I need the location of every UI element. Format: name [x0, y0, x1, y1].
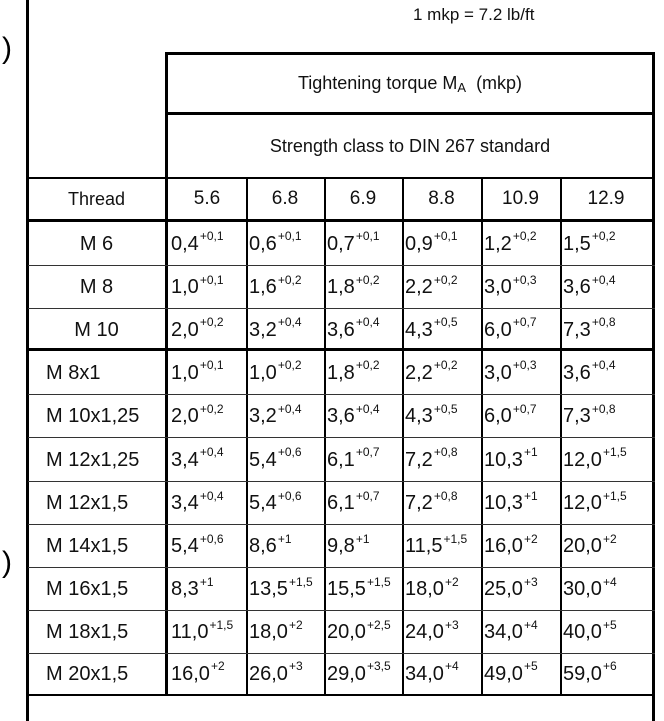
- torque-value-cell: [481, 266, 560, 309]
- torque-value: 5,4: [171, 535, 199, 557]
- torque-value: 3,4: [171, 448, 199, 471]
- torque-tolerance: +0,4: [591, 358, 616, 372]
- torque-value-cell: [402, 482, 481, 525]
- torque-value-cell: [560, 654, 652, 694]
- torque-value: 20,0: [327, 621, 366, 643]
- torque-value-cell: [402, 611, 481, 654]
- thread-size-cell: M 8x1: [46, 361, 101, 384]
- torque-tolerance: +0,4: [355, 401, 380, 416]
- torque-value: 9,8: [327, 535, 355, 557]
- torque-value: 3,6: [563, 361, 591, 384]
- torque-value-cell: [168, 611, 246, 654]
- torque-tolerance: +0,2: [433, 358, 458, 372]
- torque-value: 15,5: [327, 578, 366, 600]
- strength-grade-header: 12.9: [587, 188, 625, 209]
- torque-header-unit: (mkp): [476, 73, 523, 93]
- torque-value-cell: [481, 351, 560, 395]
- torque-value: 3,6: [327, 405, 355, 427]
- torque-tolerance: +0,1: [355, 229, 380, 243]
- torque-value: 11,0: [171, 621, 209, 643]
- torque-tolerance: +1,5: [602, 445, 627, 459]
- torque-tolerance: +0,8: [433, 445, 458, 459]
- strength-grade-header: 8.8: [428, 188, 455, 209]
- torque-value: 25,0: [484, 578, 523, 600]
- torque-value: 1,5: [563, 232, 591, 255]
- thread-size-cell: M 8: [79, 276, 114, 298]
- torque-tolerance: +0,1: [277, 229, 302, 243]
- torque-value: 34,0: [484, 621, 523, 643]
- torque-tolerance: +0,6: [277, 445, 302, 459]
- torque-value: 20,0: [563, 535, 602, 557]
- thread-column-header: Thread: [67, 188, 126, 209]
- torque-value-cell: [402, 309, 481, 351]
- torque-value-cell: [168, 351, 246, 395]
- torque-tolerance: +0,1: [433, 229, 458, 243]
- torque-value-cell: [168, 309, 246, 351]
- thread-size-cell: M 12x1,25: [46, 448, 140, 471]
- torque-value-cell: [402, 395, 481, 438]
- torque-tolerance: +0,3: [512, 272, 537, 287]
- torque-tolerance: +0,2: [355, 358, 380, 372]
- torque-value-cell: [246, 525, 324, 568]
- torque-value: 1,8: [327, 276, 355, 298]
- torque-header-subscript: A: [457, 80, 467, 95]
- torque-value-cell: [560, 266, 652, 309]
- torque-value: 34,0: [405, 662, 444, 685]
- torque-value: 59,0: [563, 662, 602, 685]
- torque-header-label: Tightening torque M: [297, 73, 458, 93]
- torque-value: 4,3: [405, 318, 433, 341]
- torque-tolerance: +2: [523, 531, 538, 546]
- torque-value-cell: [168, 438, 246, 482]
- torque-value: 2,2: [405, 276, 433, 298]
- margin-bracket-mark: ): [2, 32, 12, 65]
- torque-value-cell: [560, 525, 652, 568]
- torque-value-cell: [560, 395, 652, 438]
- torque-value-cell: [481, 525, 560, 568]
- strength-class-header: Strength class to DIN 267 standard: [269, 135, 551, 156]
- torque-value-cell: [560, 438, 652, 482]
- thread-size-cell: M 10x1,25: [46, 405, 140, 427]
- torque-tolerance: +1: [523, 488, 538, 503]
- torque-tolerance: +0,1: [199, 358, 224, 372]
- torque-tolerance: +0,6: [277, 488, 302, 503]
- margin-bracket-mark: ): [2, 546, 12, 579]
- torque-tolerance: +0,2: [277, 358, 302, 372]
- torque-tolerance: +0,2: [199, 315, 224, 329]
- thread-size-cell: M 14x1,5: [46, 535, 129, 557]
- torque-value: 4,3: [405, 405, 433, 427]
- torque-value: 8,6: [249, 535, 277, 557]
- thread-size-cell: M 18x1,5: [46, 621, 129, 643]
- torque-value-cell: [402, 351, 481, 395]
- torque-value-cell: [324, 438, 402, 482]
- torque-value-cell: [324, 568, 402, 611]
- torque-value: 10,3: [484, 448, 523, 471]
- strength-grade-header: 10.9: [502, 188, 539, 209]
- torque-value: 0,9: [405, 232, 433, 255]
- torque-tolerance: +0,2: [512, 229, 537, 243]
- torque-tolerance: +1,5: [288, 574, 313, 589]
- thread-size-cell: M 10: [74, 318, 119, 341]
- torque-tolerance: +0,4: [355, 315, 380, 329]
- torque-tolerance: +6: [602, 659, 617, 673]
- torque-value: 5,4: [249, 492, 277, 514]
- torque-tolerance: +0,2: [591, 229, 616, 243]
- torque-value-cell: [324, 482, 402, 525]
- torque-value-cell: [324, 611, 402, 654]
- torque-value: 10,3: [484, 492, 523, 514]
- torque-value: 8,3: [171, 578, 199, 600]
- torque-value-cell: [324, 654, 402, 694]
- torque-value: 0,7: [327, 232, 355, 255]
- torque-value: 49,0: [484, 662, 523, 685]
- thread-size-cell: M 20x1,5: [46, 662, 129, 685]
- torque-value-cell: [246, 611, 324, 654]
- strength-grade-header: 6.9: [349, 188, 377, 209]
- torque-tolerance: +1: [355, 531, 370, 546]
- torque-tolerance: +0,1: [199, 272, 224, 287]
- thread-size-cell: M 12x1,5: [46, 492, 129, 514]
- torque-value: 3,6: [563, 276, 591, 298]
- strength-grade-header: 5.6: [193, 188, 221, 209]
- torque-value-cell: [560, 611, 652, 654]
- torque-value: 0,4: [171, 232, 199, 255]
- torque-value: 7,3: [563, 318, 591, 341]
- torque-value-cell: [402, 438, 481, 482]
- torque-value-cell: [324, 266, 402, 309]
- torque-value: 12,0: [563, 448, 602, 471]
- torque-tolerance: +0,8: [591, 401, 616, 416]
- thread-size-cell: M 6: [79, 232, 114, 255]
- torque-value: 24,0: [405, 621, 444, 643]
- torque-value-cell: [560, 351, 652, 395]
- torque-value-cell: [246, 266, 324, 309]
- torque-tolerance: +3: [288, 659, 303, 673]
- outer-right-border: [652, 52, 655, 721]
- torque-tolerance: +0,7: [355, 488, 380, 503]
- torque-tolerance: +0,5: [433, 315, 458, 329]
- torque-value: 2,0: [171, 405, 199, 427]
- torque-tolerance: +2: [444, 574, 459, 589]
- torque-value-cell: [560, 568, 652, 611]
- torque-value: 2,2: [405, 361, 433, 384]
- torque-tolerance: +0,7: [512, 315, 537, 329]
- torque-value: 3,0: [484, 276, 512, 298]
- torque-value-cell: [168, 654, 246, 694]
- torque-tolerance: +0,2: [433, 272, 458, 287]
- torque-value-cell: [481, 222, 560, 266]
- table-bottom-border: [28, 694, 655, 696]
- outer-left-border: [26, 0, 29, 721]
- torque-tolerance: +5: [523, 659, 538, 673]
- torque-tolerance: +0,1: [199, 229, 224, 243]
- torque-tolerance: +0,2: [355, 272, 380, 287]
- torque-tolerance: +1,5: [366, 574, 391, 589]
- torque-value-cell: [481, 482, 560, 525]
- torque-value-cell: [560, 309, 652, 351]
- torque-value-cell: [481, 395, 560, 438]
- torque-tolerance: +3,5: [366, 659, 391, 673]
- torque-value: 7,3: [563, 405, 591, 427]
- torque-value: 16,0: [484, 535, 523, 557]
- torque-value: 7,2: [405, 448, 433, 471]
- torque-tolerance: +0,6: [199, 531, 224, 546]
- torque-value-cell: [246, 568, 324, 611]
- torque-value-cell: [481, 438, 560, 482]
- torque-value: 3,4: [171, 492, 199, 514]
- torque-value-cell: [402, 525, 481, 568]
- torque-tolerance: +0,2: [277, 272, 302, 287]
- torque-tolerance: +1,5: [443, 531, 468, 546]
- torque-value-cell: [246, 654, 324, 694]
- torque-value: 6,0: [484, 405, 512, 427]
- torque-value: 3,2: [249, 318, 277, 341]
- torque-value: 1,0: [249, 361, 277, 384]
- torque-value-cell: [481, 568, 560, 611]
- torque-tolerance: +2,5: [366, 617, 391, 632]
- torque-value-cell: [246, 438, 324, 482]
- torque-tolerance: +0,4: [277, 401, 302, 416]
- torque-tolerance: +0,4: [199, 445, 224, 459]
- torque-value-cell: [246, 395, 324, 438]
- torque-value-cell: [560, 482, 652, 525]
- torque-value: 1,0: [171, 276, 199, 298]
- torque-tolerance: +1: [523, 445, 538, 459]
- unit-conversion-note: 1 mkp = 7.2 lb/ft: [413, 5, 535, 24]
- torque-value: 1,0: [171, 361, 199, 384]
- torque-value: 3,6: [327, 318, 355, 341]
- torque-tolerance: +4: [602, 574, 617, 589]
- torque-value-cell: [324, 395, 402, 438]
- torque-value-cell: [402, 568, 481, 611]
- torque-value-cell: [168, 525, 246, 568]
- torque-value-cell: [168, 222, 246, 266]
- torque-tolerance: +1: [199, 574, 214, 589]
- torque-value: 0,6: [249, 232, 277, 255]
- torque-value-cell: [168, 266, 246, 309]
- torque-tolerance: +2: [210, 659, 225, 673]
- torque-value: 6,1: [327, 492, 355, 514]
- torque-value: 1,8: [327, 361, 355, 384]
- torque-value: 1,6: [249, 276, 277, 298]
- thread-size-cell: M 16x1,5: [46, 578, 129, 600]
- torque-value: 12,0: [563, 492, 602, 514]
- torque-tolerance: +2: [288, 617, 303, 632]
- torque-tolerance: +0,8: [433, 488, 458, 503]
- torque-value: 7,2: [405, 492, 433, 514]
- torque-tolerance: +0,4: [591, 272, 616, 287]
- torque-value: 5,4: [249, 448, 277, 471]
- torque-value-cell: [324, 222, 402, 266]
- torque-value: 26,0: [249, 662, 288, 685]
- torque-value-cell: [560, 222, 652, 266]
- torque-value-cell: [402, 266, 481, 309]
- torque-value: 3,0: [484, 361, 512, 384]
- torque-value: 13,5: [249, 578, 288, 600]
- torque-tolerance: +0,3: [512, 358, 537, 372]
- torque-tolerance: +0,5: [433, 401, 458, 416]
- torque-value: 3,2: [249, 405, 277, 427]
- torque-value: 18,0: [249, 621, 288, 643]
- torque-tolerance: +0,2: [199, 401, 224, 416]
- torque-value: 30,0: [563, 578, 602, 600]
- torque-value-cell: [168, 568, 246, 611]
- torque-tolerance: +1,5: [602, 488, 627, 503]
- torque-value-cell: [324, 309, 402, 351]
- torque-value: 11,5: [405, 535, 443, 557]
- torque-tolerance: +2: [602, 531, 617, 546]
- torque-tolerance: +0,4: [199, 488, 224, 503]
- torque-value: 6,1: [327, 448, 355, 471]
- torque-tolerance: +0,4: [277, 315, 302, 329]
- torque-tolerance: +4: [523, 617, 538, 632]
- torque-value: 29,0: [327, 662, 366, 685]
- torque-value-cell: [324, 525, 402, 568]
- torque-value-cell: [168, 482, 246, 525]
- torque-value-cell: [402, 222, 481, 266]
- torque-value-cell: [481, 654, 560, 694]
- torque-value-cell: [246, 309, 324, 351]
- torque-value-cell: [402, 654, 481, 694]
- torque-value: 40,0: [563, 621, 602, 643]
- torque-value: 2,0: [171, 318, 199, 341]
- strength-grade-header: 6.8: [271, 188, 299, 209]
- torque-value-cell: [481, 611, 560, 654]
- torque-value-cell: [481, 309, 560, 351]
- torque-tolerance: +1,5: [209, 617, 234, 632]
- torque-header: [168, 55, 652, 112]
- torque-value-cell: [168, 395, 246, 438]
- torque-tolerance: +0,7: [512, 401, 537, 416]
- torque-value: 1,2: [484, 232, 512, 255]
- torque-value: 16,0: [171, 662, 210, 685]
- torque-tolerance: +1: [277, 531, 292, 546]
- torque-value-cell: [324, 351, 402, 395]
- torque-value-cell: [246, 482, 324, 525]
- torque-tolerance: +4: [444, 659, 459, 673]
- torque-tolerance: +0,8: [591, 315, 616, 329]
- torque-tolerance: +5: [602, 617, 617, 632]
- torque-tolerance: +0,7: [355, 445, 380, 459]
- torque-value-cell: [246, 351, 324, 395]
- torque-tolerance: +3: [444, 617, 459, 632]
- torque-value: 18,0: [405, 578, 444, 600]
- torque-value-cell: [246, 222, 324, 266]
- torque-value: 6,0: [484, 318, 512, 341]
- torque-tolerance: +3: [523, 574, 538, 589]
